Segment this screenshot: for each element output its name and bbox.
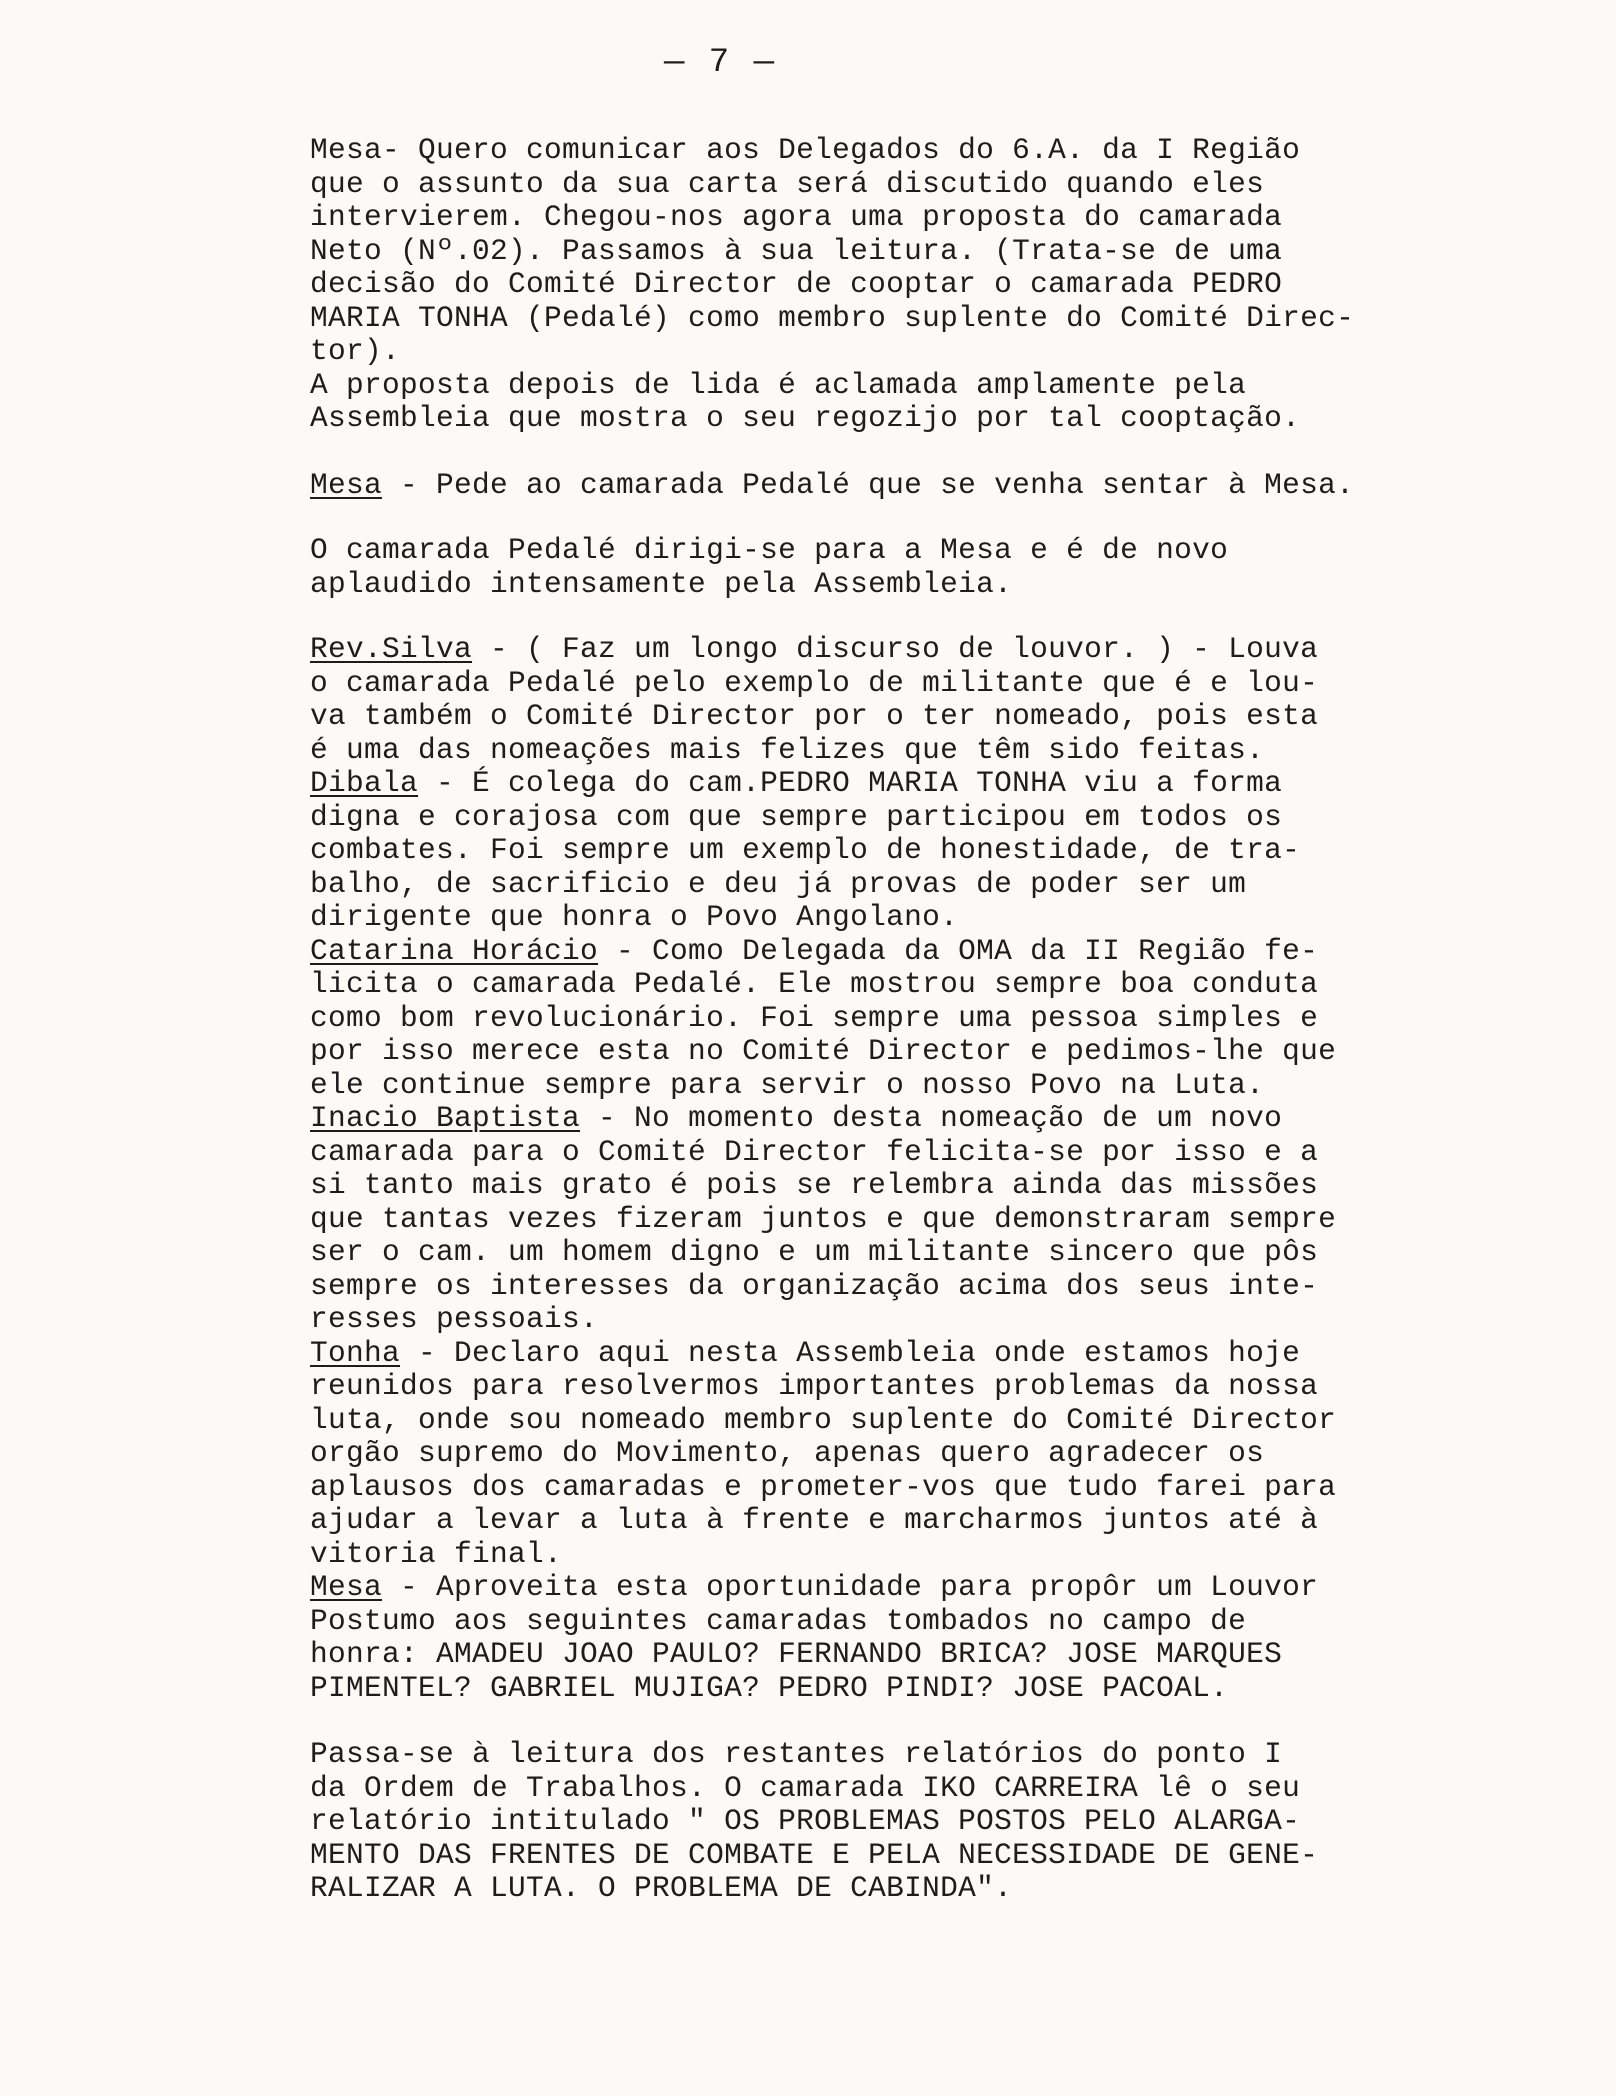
paragraph-pedale-applauded: O camarada Pedalé dirigi-se para a Mesa e é de novo aplaudido intensamente pela Assembleia. xyxy=(310,533,1229,601)
speech-entry-catarina-horacio xyxy=(310,935,1460,1103)
speech-entry-inacio-baptista xyxy=(310,1102,1460,1337)
document-body xyxy=(310,134,1460,1906)
speaker-name: Mesa xyxy=(310,467,383,502)
paragraph-proposal-acclaimed: A proposta depois de lida é aclamada amplamente pela Assembleia que mostra o seu regozijo por tal cooptação. xyxy=(310,367,1301,435)
page-number: — 7 — xyxy=(663,44,777,82)
speaker-name: Tonha xyxy=(310,1335,401,1370)
speech-entry-tonha xyxy=(310,1337,1460,1572)
spacer xyxy=(310,436,1460,469)
speech-text: - Pede ao camarada Pedalé que se venha sentar à Mesa. xyxy=(382,467,1355,502)
spacer xyxy=(310,601,1460,633)
speech-entry-dibala xyxy=(310,767,1460,935)
speech-text: - No momento desta nomeação de um novo camarada para o Comité Director felicita-se por isso e a si tanto mais grato é pois se relembra ainda das missões que tantas vezes fizeram juntos e que demonstraram sempre ser o cam. um homem digno e um militante sincero que pôs sempre os interesses da organização acima dos seus inte- resses pessoais. xyxy=(310,1101,1337,1336)
speaker-name: Inacio Baptista xyxy=(310,1101,581,1135)
spacer xyxy=(310,502,1460,534)
speaker-name: Rev.Silva xyxy=(310,632,473,666)
speech-entry-rev-silva xyxy=(310,633,1460,767)
speech-text: - Como Delegada da OMA da II Região fe- licita o camarada Pedalé. Ele mostrou sempre boa conduta como bom revolucionário. Foi sempre uma pessoa simples e por isso merece esta no Comité Director e pedimos-lhe que ele continue sempre para servir o nosso Povo na Luta. xyxy=(310,933,1337,1102)
spacer xyxy=(310,1705,1460,1738)
speaker-name: Catarina Horácio xyxy=(310,933,599,968)
speech-text: - ( Faz um longo discurso de louvor. ) - Louva o camarada Pedalé pelo exemplo de militante que é e lou- va também o Comité Director por o ter nomeado, pois esta é uma das nomeações mais felizes que têm sido feitas. xyxy=(310,632,1319,767)
paragraph-mesa-opening: Mesa- Quero comunicar aos Delegados do 6.A. da I Região que o assunto da sua carta será discutido quando eles intervierem. Chegou-nos agora uma proposta do camarada Neto (Nº.02). Passamos à sua leitura. (Trata-se de uma decisão do Comité Director de cooptar o camarada PEDRO MARIA TONHA (Pedalé) como membro suplente do Comité Direc- tor). xyxy=(310,133,1355,368)
speech-text: - Declaro aqui nesta Assembleia onde estamos hoje reunidos para resolvermos importantes problemas da nossa luta, onde sou nomeado membro suplente do Comité Director orgão supremo do Movimento, apenas quero agradecer os aplausos dos camaradas e prometer-vos que tudo farei para ajudar a levar a luta à frente e marcharmos juntos até à vitoria final. xyxy=(310,1335,1337,1571)
speaker-name: Mesa xyxy=(310,1570,383,1604)
speech-text: - É colega do cam.PEDRO MARIA TONHA viu a forma digna e corajosa com que sempre participou em todos os combates. Foi sempre um exemplo de honestidade, de tra- balho, de sacrificio e deu já provas de poder ser um dirigente que honra o Povo Angolano. xyxy=(310,766,1301,934)
speech-entry-mesa-invite xyxy=(310,469,1460,503)
speaker-name: Dibala xyxy=(310,766,419,800)
speech-entry-mesa-louvor xyxy=(310,1571,1460,1705)
paragraph-reports-reading: Passa-se à leitura dos restantes relatórios do ponto I da Ordem de Trabalhos. O camarada IKO CARREIRA lê o seu relatório intitulado " OS PROBLEMAS POSTOS PELO ALARGA- MENTO DAS FRENTES DE COMBATE E PELA NECESSIDADE DE GENE- RALIZAR A LUTA. O PROBLEMA DE CABINDA". xyxy=(310,1737,1319,1905)
speech-text: - Aproveita esta oportunidade para propôr um Louvor Postumo aos seguintes camaradas tombados no campo de honra: AMADEU JOAO PAULO? FERNANDO BRICA? JOSE MARQUES PIMENTEL? GABRIEL MUJIGA? PEDRO PINDI? JOSE PACOAL. xyxy=(310,1570,1319,1705)
